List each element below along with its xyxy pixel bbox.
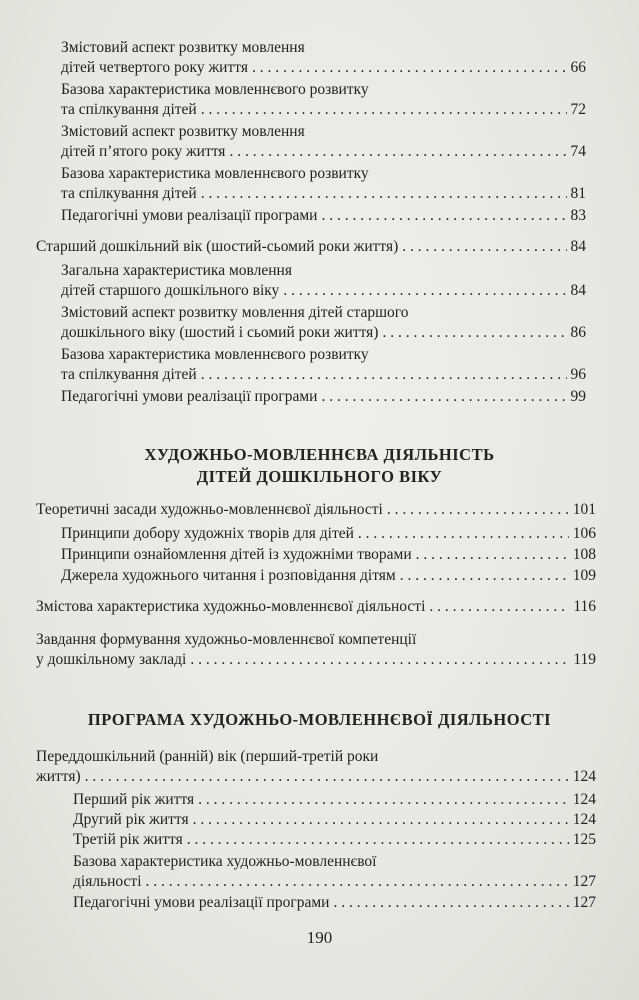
- toc-page-number: 124: [572, 811, 596, 828]
- section-heading-line1: ПРОГРАМА ХУДОЖНЬО-МОВЛЕННЄВОЇ ДІЯЛЬНОСТІ: [87, 710, 552, 729]
- toc-entry-title: Джерела художнього читання і розповідання дітям: [61, 567, 396, 584]
- toc-entry-line: [36, 597, 596, 617]
- toc-page-number: 96: [570, 366, 586, 383]
- toc-entry: [61, 545, 596, 565]
- toc-entry-title-cont: у дошкільному закладі: [36, 651, 187, 668]
- toc-page-number: 74: [570, 143, 586, 160]
- dot-leader: [85, 767, 569, 787]
- toc-entry: [61, 261, 586, 301]
- section-heading-line2: ДІТЕЙ ДОШКІЛЬНОГО ВІКУ: [196, 467, 443, 486]
- dot-leader: [321, 206, 566, 226]
- toc-entry-title-line2: [36, 650, 596, 670]
- toc-entry: [73, 893, 596, 913]
- toc-entry-line: [73, 810, 596, 830]
- toc-page-number: 84: [570, 238, 586, 255]
- toc-entry-line: [36, 237, 586, 257]
- toc-entry-title-line1: [61, 261, 586, 281]
- dot-leader: [146, 872, 569, 892]
- toc-entry-title: Завдання формування художньо-мовленнєвої компетенції: [36, 631, 417, 648]
- toc-page-number: 125: [572, 831, 596, 848]
- toc-entry-title: Педагогічні умови реалізації програми: [73, 894, 330, 911]
- toc-page-number: 101: [572, 501, 596, 518]
- dot-leader: [429, 597, 569, 617]
- toc-entry-title-cont: життя): [36, 768, 81, 785]
- toc-entry-line: [73, 893, 596, 913]
- toc-page-number: 119: [573, 651, 596, 668]
- toc-entry-line: [61, 206, 586, 226]
- toc-page-number: 108: [572, 546, 596, 563]
- toc-entry: [73, 830, 596, 850]
- toc-entry: [36, 597, 596, 617]
- toc-entry-title: Перший рік життя: [73, 791, 195, 808]
- toc-entry-title-cont: діяльності: [73, 873, 142, 890]
- toc-page-number: 86: [570, 324, 586, 341]
- toc-entry: [61, 524, 596, 544]
- toc-entry: [36, 630, 596, 670]
- dot-leader: [201, 100, 567, 120]
- toc-entry-title: Базова характеристика художньо-мовленнєвої: [73, 853, 377, 870]
- dot-leader: [252, 58, 567, 78]
- toc-page-number: 66: [570, 59, 586, 76]
- toc-entry-title: Змістовий аспект розвитку мовлення: [61, 123, 305, 140]
- toc-entry-title-line2: [61, 365, 586, 385]
- toc-entry-title: Змістовий аспект розвитку мовлення: [61, 39, 305, 56]
- dot-leader: [283, 281, 566, 301]
- dot-leader: [187, 830, 569, 850]
- toc-entry-line: [61, 524, 596, 544]
- toc-entry-title: Педагогічні умови реалізації програми: [61, 207, 318, 224]
- toc-entry: [73, 852, 596, 892]
- toc-entry-title-line1: [36, 747, 596, 767]
- toc-page-number: 124: [572, 768, 596, 785]
- toc-entry-title-cont: дітей п’ятого року життя: [61, 143, 226, 160]
- dot-leader: [229, 142, 566, 162]
- toc-entry-title-line1: [61, 303, 586, 323]
- toc-entry-title-line2: [61, 323, 586, 343]
- toc-entry-title: Теоретичні засади художньо-мовленнєвої діяльності: [36, 501, 383, 518]
- dot-leader: [201, 184, 567, 204]
- toc-entry: [61, 387, 586, 407]
- toc-page-number: 116: [573, 598, 596, 615]
- dot-leader: [387, 500, 569, 520]
- toc-entry-title-line1: [61, 38, 586, 58]
- toc-entry-line: [36, 500, 596, 520]
- toc-entry-title-line1: [61, 80, 586, 100]
- toc-entry-title-line2: [61, 184, 586, 204]
- toc-entry-title: Загальна характеристика мовлення: [61, 262, 292, 279]
- dot-leader: [201, 365, 567, 385]
- toc-entry-title-cont: дітей четвертого року життя: [61, 59, 248, 76]
- toc-entry: [61, 80, 586, 120]
- toc-entry: [73, 810, 596, 830]
- dot-leader: [321, 387, 566, 407]
- toc-entry-title: Другий рік життя: [73, 811, 189, 828]
- page-number: 190: [306, 928, 333, 947]
- dot-leader: [333, 893, 568, 913]
- toc-page-number: 84: [570, 282, 586, 299]
- toc-entry: [73, 790, 596, 810]
- toc-entry: [61, 164, 586, 204]
- toc-entry-title-line1: [61, 164, 586, 184]
- toc-entry-title-line1: [61, 345, 586, 365]
- section-heading: [0, 444, 639, 488]
- toc-entry-title: Переддошкільний (ранній) вік (перший-третій роки: [36, 748, 379, 765]
- toc-entry-title-line2: [61, 142, 586, 162]
- dot-leader: [402, 237, 566, 257]
- toc-entry-title-line1: [73, 852, 596, 872]
- toc-page-number: 127: [572, 873, 596, 890]
- toc-entry-title: Старший дошкільний вік (шостий-сьомий роки життя): [36, 238, 399, 255]
- toc-page-number: 109: [572, 567, 596, 584]
- toc-entry-title-line1: [61, 122, 586, 142]
- toc-entry-title: Змістова характеристика художньо-мовленнєвої діяльності: [36, 598, 426, 615]
- toc-entry-title-cont: дітей старшого дошкільного віку: [61, 282, 280, 299]
- toc-entry-title: Принципи ознайомлення дітей із художніми творами: [61, 546, 412, 563]
- section-heading-line1: ХУДОЖНЬО-МОВЛЕННЄВА ДІЯЛЬНІСТЬ: [144, 445, 495, 464]
- section-heading: [0, 709, 639, 731]
- toc-entry-title: Принципи добору художніх творів для дітей: [61, 525, 354, 542]
- toc-page-number: 81: [570, 185, 586, 202]
- toc-entry-line: [61, 387, 586, 407]
- toc-entry-title-line2: [61, 281, 586, 301]
- toc-page-number: 127: [572, 894, 596, 911]
- dot-leader: [382, 323, 566, 343]
- toc-entry: [61, 206, 586, 226]
- toc-entry-title-line2: [61, 100, 586, 120]
- toc-entry-title-cont: та спілкування дітей: [61, 101, 197, 118]
- dot-leader: [190, 650, 569, 670]
- dot-leader: [198, 790, 569, 810]
- toc-page-number: 99: [570, 388, 586, 405]
- toc-entry: [36, 500, 596, 520]
- toc-entry-line: [61, 545, 596, 565]
- toc-entry-line: [61, 566, 596, 586]
- toc-entry-title-cont: та спілкування дітей: [61, 185, 197, 202]
- toc-entry-title: Змістовий аспект розвитку мовлення дітей старшого: [61, 304, 409, 321]
- toc-entry-title: Базова характеристика мовленнєвого розвитку: [61, 165, 369, 182]
- toc-entry-title: Третій рік життя: [73, 831, 183, 848]
- dot-leader: [400, 566, 569, 586]
- toc-entry: [61, 303, 586, 343]
- toc-entry-line: [73, 830, 596, 850]
- toc-page-number: 83: [570, 207, 586, 224]
- toc-entry-line: [73, 790, 596, 810]
- toc-entry: [61, 566, 596, 586]
- toc-entry-title-cont: та спілкування дітей: [61, 366, 197, 383]
- toc-page-number: 106: [572, 525, 596, 542]
- toc-entry-title-line1: [36, 630, 596, 650]
- toc-entry: [61, 122, 586, 162]
- dot-leader: [358, 524, 569, 544]
- toc-entry: [36, 237, 586, 257]
- toc-entry-title-line2: [73, 872, 596, 892]
- toc-entry: [61, 345, 586, 385]
- dot-leader: [416, 545, 569, 565]
- toc-entry: [36, 747, 596, 787]
- toc-entry-title-line2: [36, 767, 596, 787]
- toc-page-number: 124: [572, 791, 596, 808]
- toc-entry-title: Педагогічні умови реалізації програми: [61, 388, 318, 405]
- toc-page-number: 72: [570, 101, 586, 118]
- toc-entry-title: Базова характеристика мовленнєвого розвитку: [61, 81, 369, 98]
- toc-entry-title-cont: дошкільного віку (шостий і сьомий роки життя): [61, 324, 379, 341]
- dot-leader: [193, 810, 569, 830]
- toc-entry-title: Базова характеристика мовленнєвого розвитку: [61, 346, 369, 363]
- toc-entry-title-line2: [61, 58, 586, 78]
- toc-entry: [61, 38, 586, 78]
